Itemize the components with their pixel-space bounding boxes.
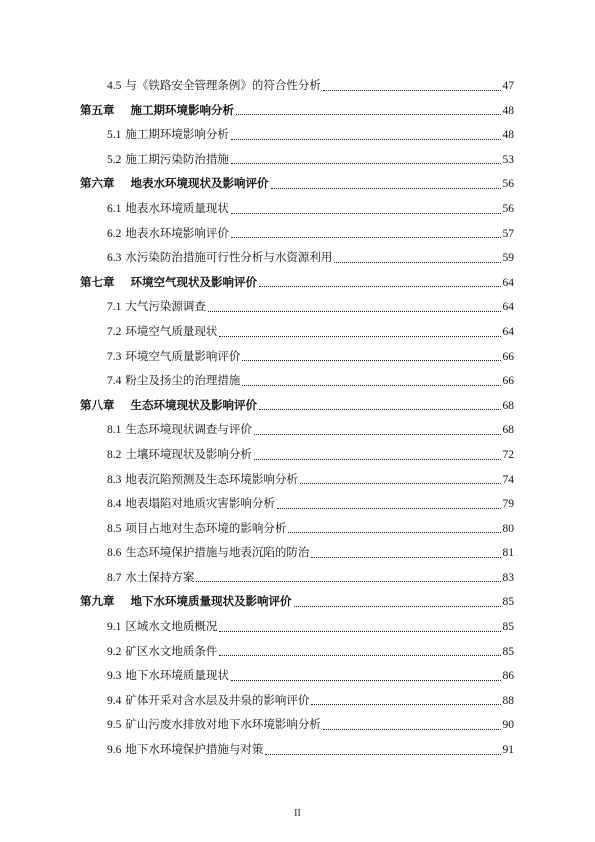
toc-entry-number: 7.3: [107, 350, 122, 363]
toc-leader-dots: [254, 434, 501, 435]
toc-entry-title: 矿山污废水排放对地下水环境影响分析: [125, 717, 321, 732]
toc-leader-dots: [219, 336, 500, 337]
toc-entry-number: 4.5: [107, 80, 122, 92]
toc-section-entry[interactable]: [80, 712, 514, 737]
toc-entry-title: 地表水环境质量现状: [125, 200, 229, 215]
toc-leader-dots: [323, 90, 501, 91]
toc-entry-title: 施工期环境影响分析: [125, 127, 229, 142]
toc-entry-number: 第九章: [80, 594, 115, 609]
toc-entry-number: 8.1: [107, 424, 122, 437]
toc-leader-dots: [265, 754, 500, 755]
toc-entry-title: 地下水环境保护措施与对策: [125, 742, 264, 757]
toc-section-entry[interactable]: [80, 565, 514, 590]
toc-leader-dots: [288, 532, 500, 533]
toc-entry-page: 47: [502, 80, 514, 92]
toc-entry-page: 56: [502, 202, 514, 215]
toc-leader-dots: [334, 262, 500, 263]
toc-entry-page: 86: [502, 670, 514, 683]
toc-entry-page: 81: [502, 547, 514, 560]
toc-leader-dots: [231, 680, 501, 681]
toc-leader-dots: [259, 286, 501, 287]
toc-leader-dots: [323, 729, 501, 730]
toc-entry-number: 8.6: [107, 547, 122, 560]
toc-section-entry[interactable]: [80, 368, 514, 393]
toc-entry-page: 83: [502, 571, 514, 584]
toc-section-entry[interactable]: [80, 737, 514, 762]
toc-entry-title: 地下水环境质量现状: [125, 668, 229, 683]
toc-section-entry[interactable]: [80, 147, 514, 172]
toc-entry-title: 矿区水文地质条件: [125, 643, 218, 658]
toc-entry-title: 项目占地对生态环境的影响分析: [125, 520, 287, 535]
toc-entry-page: 74: [502, 473, 514, 486]
toc-leader-dots: [242, 385, 500, 386]
toc-chapter-entry[interactable]: [80, 393, 514, 418]
toc-section-entry[interactable]: [80, 639, 514, 664]
toc-section-entry[interactable]: [80, 467, 514, 492]
toc-leader-dots: [271, 188, 501, 189]
toc-entry-number: 7.1: [107, 301, 122, 314]
toc-entry-number: 8.2: [107, 448, 122, 461]
toc-chapter-entry[interactable]: [80, 98, 514, 123]
toc-entry-page: 72: [502, 448, 514, 461]
toc-leader-dots: [231, 139, 501, 140]
toc-section-entry[interactable]: [80, 614, 514, 639]
toc-entry-title: 地下水环境质量现状及影响评价: [130, 594, 292, 609]
toc-entry-title: 施工期环境影响分析: [130, 102, 234, 117]
toc-leader-dots: [294, 606, 501, 607]
toc-entry-page: 85: [502, 596, 514, 609]
table-of-contents: [80, 73, 514, 762]
toc-entry-title: 水污染防治措施可行性分析与水资源利用: [125, 250, 333, 265]
toc-entry-title: 区域水文地质概况: [125, 619, 218, 634]
toc-entry-number: 8.3: [107, 473, 122, 486]
toc-leader-dots: [300, 483, 501, 484]
toc-leader-dots: [219, 655, 500, 656]
toc-section-entry[interactable]: [80, 540, 514, 565]
toc-entry-title: 地表沉陷预测及生态环境影响分析: [125, 471, 298, 486]
page-number: II: [294, 808, 301, 819]
toc-entry-title: 施工期污染防治措施: [125, 151, 229, 166]
toc-entry-number: 5.1: [107, 129, 122, 142]
toc-entry-number: 第六章: [80, 176, 115, 191]
toc-entry-page: 91: [502, 744, 514, 757]
toc-entry-number: 9.1: [107, 621, 122, 634]
toc-entry-page: 48: [502, 129, 514, 142]
toc-leader-dots: [259, 409, 501, 410]
toc-section-entry[interactable]: [80, 688, 514, 713]
toc-entry-page: 64: [502, 301, 514, 314]
toc-entry-page: 88: [502, 694, 514, 707]
toc-leader-dots: [236, 114, 501, 115]
toc-entry-page: 80: [502, 522, 514, 535]
toc-leader-dots: [242, 360, 500, 361]
toc-entry-number: 5.2: [107, 153, 122, 166]
toc-section-entry[interactable]: [80, 245, 514, 270]
toc-entry-number: 7.4: [107, 375, 122, 388]
toc-entry-title: 土壤环境现状及影响分析: [125, 446, 252, 461]
toc-leader-dots: [311, 557, 500, 558]
toc-entry-number: 9.3: [107, 670, 122, 683]
toc-entry-number: 7.2: [107, 325, 122, 338]
toc-entry-page: 59: [502, 252, 514, 265]
toc-entry-number: 第八章: [80, 397, 115, 412]
toc-section-entry[interactable]: [80, 73, 514, 98]
toc-entry-page: 90: [502, 719, 514, 732]
toc-leader-dots: [196, 581, 500, 582]
toc-entry-number: 9.2: [107, 645, 122, 658]
toc-entry-number: 6.2: [107, 227, 122, 240]
toc-entry-page: 57: [502, 227, 514, 240]
toc-chapter-entry[interactable]: [80, 589, 514, 614]
toc-section-entry[interactable]: [80, 221, 514, 246]
toc-leader-dots: [231, 213, 501, 214]
toc-entry-number: 第五章: [80, 102, 115, 117]
toc-entry-title: 大气污染源调查: [125, 299, 206, 314]
toc-entry-page: 85: [502, 645, 514, 658]
toc-entry-title: 地表水环境现状及影响评价: [130, 176, 269, 191]
toc-entry-title: 环境空气现状及影响评价: [130, 274, 257, 289]
toc-entry-title: 与《铁路安全管理条例》的符合性分析: [125, 78, 321, 92]
toc-entry-number: 第七章: [80, 274, 115, 289]
toc-entry-title: 矿体开采对含水层及井泉的影响评价: [125, 692, 310, 707]
toc-entry-title: 环境空气质量影响评价: [125, 348, 241, 363]
toc-section-entry[interactable]: [80, 294, 514, 319]
toc-entry-number: 9.6: [107, 744, 122, 757]
toc-entry-title: 生态环境现状调查与评价: [125, 422, 252, 437]
toc-leader-dots: [231, 163, 501, 164]
toc-section-entry[interactable]: [80, 663, 514, 688]
toc-entry-number: 8.4: [107, 498, 122, 511]
toc-entry-number: 8.5: [107, 522, 122, 535]
toc-leader-dots: [254, 459, 501, 460]
toc-entry-title: 水土保持方案: [125, 569, 195, 584]
toc-entry-page: 85: [502, 621, 514, 634]
toc-leader-dots: [231, 237, 501, 238]
toc-entry-title: 地表塌陷对地质灾害影响分析: [125, 496, 275, 511]
toc-entry-page: 48: [502, 104, 514, 117]
toc-entry-number: 9.5: [107, 719, 122, 732]
toc-section-entry[interactable]: [80, 516, 514, 541]
toc-entry-title: 生态环境现状及影响评价: [130, 397, 257, 412]
toc-entry-page: 64: [502, 276, 514, 289]
toc-section-entry[interactable]: [80, 319, 514, 344]
toc-entry-number: 6.1: [107, 202, 122, 215]
toc-entry-page: 68: [502, 424, 514, 437]
toc-entry-page: 66: [502, 350, 514, 363]
toc-entry-page: 64: [502, 325, 514, 338]
toc-leader-dots: [277, 508, 501, 509]
toc-entry-page: 68: [502, 399, 514, 412]
toc-section-entry[interactable]: [80, 344, 514, 369]
toc-leader-dots: [219, 631, 500, 632]
toc-section-entry[interactable]: [80, 122, 514, 147]
toc-section-entry[interactable]: [80, 196, 514, 221]
toc-leader-dots: [311, 704, 500, 705]
toc-entry-title: 粉尘及扬尘的治理措施: [125, 373, 241, 388]
toc-leader-dots: [208, 311, 501, 312]
toc-section-entry[interactable]: [80, 442, 514, 467]
toc-entry-page: 53: [502, 153, 514, 166]
toc-entry-title: 生态环境保护措施与地表沉陷的防治: [125, 545, 310, 560]
toc-chapter-entry[interactable]: [80, 270, 514, 295]
toc-entry-page: 56: [502, 178, 514, 191]
toc-entry-page: 66: [502, 375, 514, 388]
toc-section-entry[interactable]: [80, 491, 514, 516]
toc-entry-number: 6.3: [107, 252, 122, 265]
toc-entry-title: 地表水环境影响评价: [125, 225, 229, 240]
toc-entry-title: 环境空气质量现状: [125, 323, 218, 338]
toc-entry-number: 8.7: [107, 571, 122, 584]
toc-entry-number: 9.4: [107, 694, 122, 707]
toc-section-entry[interactable]: [80, 417, 514, 442]
toc-chapter-entry[interactable]: [80, 171, 514, 196]
toc-entry-page: 79: [502, 498, 514, 511]
